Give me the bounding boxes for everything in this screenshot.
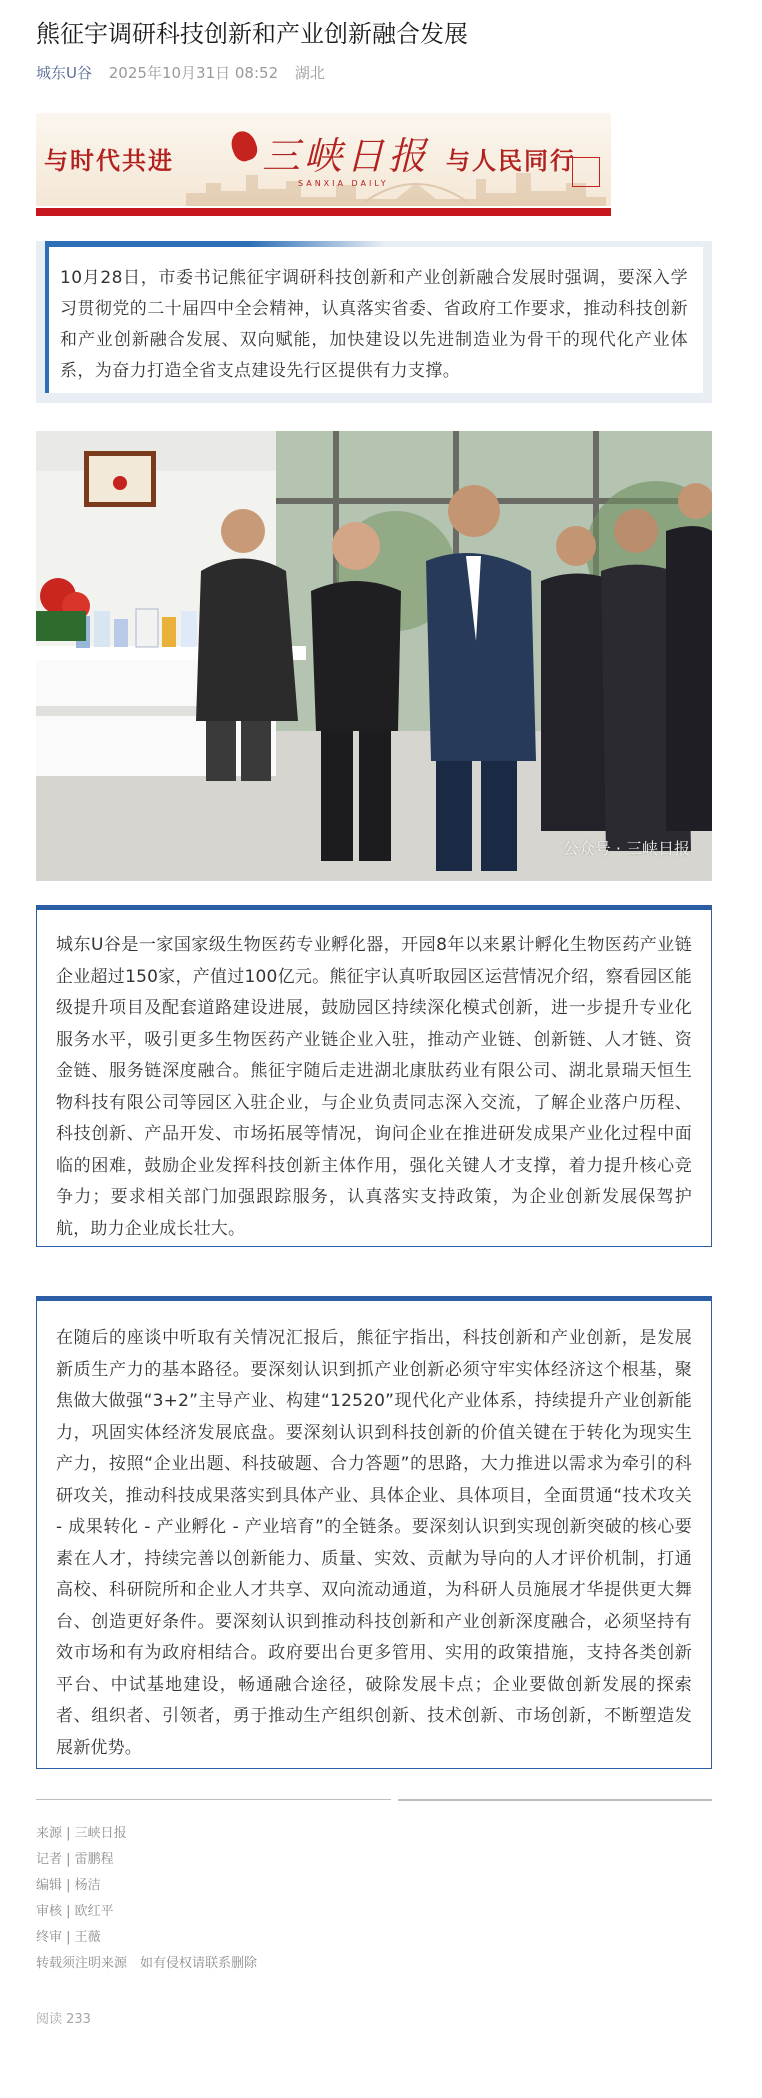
logo-english-name: SANXIA DAILY — [298, 179, 389, 188]
publish-datetime: 2025年10月31日 08:52 — [108, 64, 279, 82]
body-paragraph-2: 在随后的座谈中听取有关情况汇报后，熊征宇指出，科技创新和产业创新，是发展新质生产力的基本路径。要深刻认识到抓产业创新必须守牢实体经济这个根基，聚焦做大做强“3+2”主导产业、构建“12520”现代化产业体系，持续提升产业创新能力，巩固实体经济发展底盘。要深刻认识到科技创新的价值关键在于转化为现实生产力，按照“企业出题、科技破题、合力答题”的思路，大力推进以需求为牵引的科研攻关，推动科技成果落实到具体产业、具体企业、具体项目，全面贯通“技术攻关 - 成果转化 - 产业孵化 - 产业培育”的全链条。要深刻认识到实现创新突破的核心要素在人才，持续完善以创新能力、质量、实效、贡献为导向的人才评价机制，打通高校、科研院所和企业人才共享、双向流动通道，为科研人员施展才华提供更大舞台、创造更好条件。要深刻认识到推动科技创新和产业创新深度融合，必须坚持有效市场和有为政府相结合。政府要出台更多管用、实用的政策措施，支持各类创新平台、中试基地建设，畅通融合途径，破除发展卡点；企业要做创新发展的探索者、组织者、引领者，勇于推动生产组织创新、技术创新、市场创新，不断塑造发展新优势。 — [56, 1328, 692, 1758]
banner-red-bar — [36, 208, 611, 216]
newspaper-logo — [232, 125, 432, 195]
article-meta — [36, 62, 337, 83]
article-title: 熊征宇调研科技创新和产业创新融合发展 — [36, 20, 468, 48]
publish-location: 湖北 — [294, 64, 325, 82]
credit-editor: 编辑 | 杨洁 — [36, 1878, 101, 1893]
body-box-2 — [36, 1296, 712, 1769]
credit-reporter: 记者 | 雷鹏程 — [36, 1852, 114, 1867]
author-link[interactable]: 城东U谷 — [36, 64, 92, 82]
credit-source: 来源 | 三峡日报 — [36, 1826, 127, 1841]
lead-paragraph: 10月28日，市委书记熊征宇调研科技创新和产业创新融合发展时强调，要深入学习贯彻党的二十届四中全会精神，认真落实省委、省政府工作要求，推动科技创新和产业创新融合发展、双向赋能，加快建设以先进制造业为骨干的现代化产业体系，为奋力打造全省支点建设先行区提供有力支撑。 — [60, 268, 688, 381]
body-box-1 — [36, 905, 712, 1247]
newspaper-banner — [36, 113, 611, 216]
lead-box — [36, 241, 712, 403]
news-photo[interactable] — [36, 431, 712, 881]
credit-reviewer: 审核 | 欧红平 — [36, 1904, 114, 1919]
banner-right-slogan: 与人民同行 — [446, 146, 576, 175]
credit-reprint-notice: 转载须注明来源 如有侵权请联系删除 — [36, 1956, 258, 1971]
photo-illustration — [36, 431, 712, 881]
logo-name: 三峡日报 — [262, 134, 431, 178]
footer-divider-left — [36, 1799, 391, 1800]
banner-left-slogan: 与时代共进 — [44, 146, 174, 175]
credit-final-reviewer: 终审 | 王薇 — [36, 1930, 101, 1945]
credits-block — [36, 1821, 257, 1977]
photo-watermark: 公众号 · 三峡日报 — [562, 839, 690, 858]
footer-divider-right — [398, 1799, 712, 1801]
logo-mark-icon — [228, 128, 261, 164]
body-paragraph-1: 城东U谷是一家国家级生物医药专业孵化器，开园8年以来累计孵化生物医药产业链企业超过150家，产值过100亿元。熊征宇认真听取园区运营情况介绍，察看园区能级提升项目及配套道路建设进展，鼓励园区持续深化模式创新，进一步提升专业化服务水平，吸引更多生物医药产业链企业入驻，推动产业链、创新链、人才链、资金链、服务链深度融合。熊征宇随后走进湖北康肽药业有限公司、湖北景瑞天恒生物科技有限公司等园区入驻企业，与企业负责同志深入交流，了解企业落户历程、科技创新、产品开发、市场拓展等情况，询问企业在推进研发成果产业化过程中面临的困难，鼓励企业发挥科技创新主体作用，强化关键人才支撑，着力提升核心竞争力；要求相关部门加强跟踪服务，认真落实支持政策，为企业创新发展保驾护航，助力企业成长壮大。 — [56, 935, 692, 1239]
person-group-right — [541, 483, 712, 851]
seal-icon — [572, 157, 600, 187]
wall-plaque-icon — [84, 451, 156, 507]
read-count: 阅读 233 — [36, 2012, 91, 2027]
banner-background — [36, 113, 611, 206]
